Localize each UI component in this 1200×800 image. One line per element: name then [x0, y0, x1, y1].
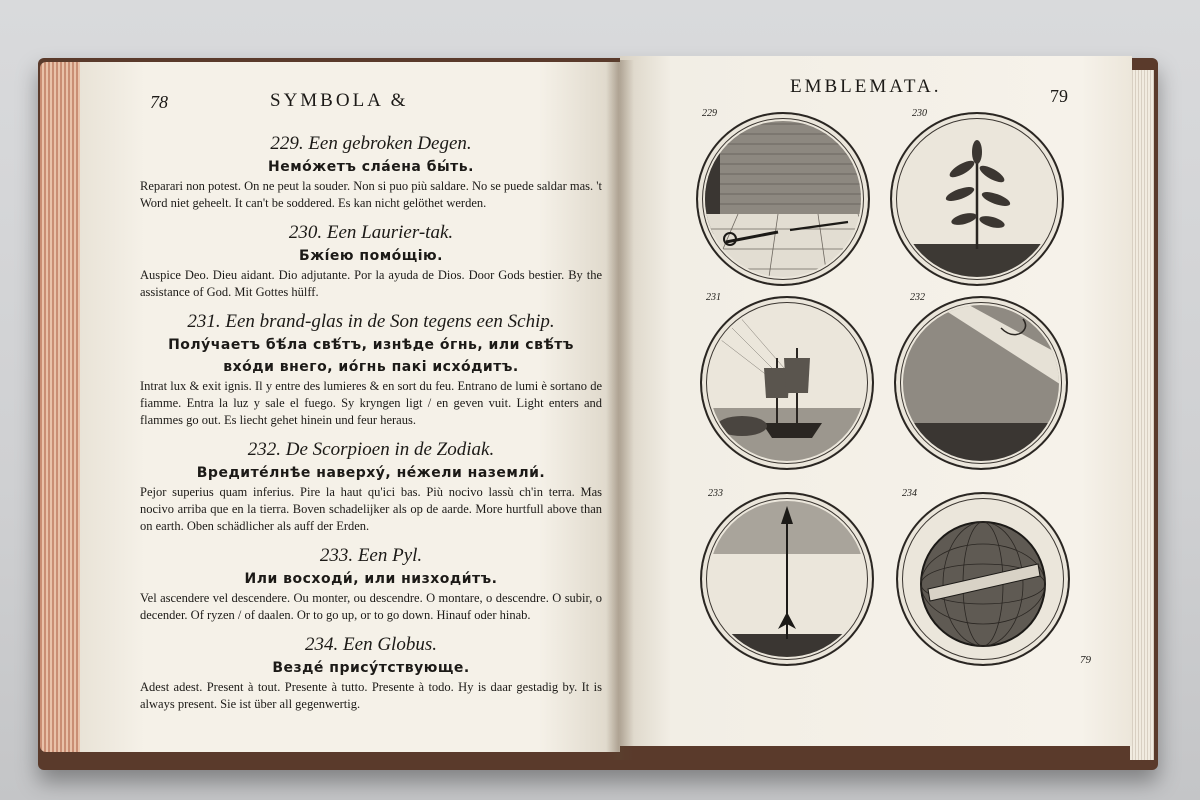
entry-slavonic: Немо́жетъ сла́ена бы́ть. — [268, 159, 474, 175]
plate-232-scorpion-zodiac — [894, 296, 1068, 470]
entry-title: 230. Een Laurier-tak. — [288, 222, 454, 243]
entry-slavonic: Бжі́ею помо́щію. — [299, 248, 443, 264]
ship-engraving — [702, 298, 872, 468]
plate-229-broken-sword — [696, 112, 870, 286]
entry-title: 232. De Scorpioen in de Zodiak. — [247, 439, 495, 460]
entry-text: Adest adest. Present à tout. Presente à tutto. Presente à todo. Hy is daar gestadig by. It is always present. Sie ist über all gegenwertig. — [140, 680, 602, 711]
entry-slavonic: Везде́ прису́тствующе. — [272, 660, 470, 676]
right-running-head: EMBLEMATA. — [790, 76, 942, 97]
entry-title: 234. Een Globus. — [305, 634, 437, 655]
plate-230-laurel-branch — [890, 112, 1064, 286]
scorpion-engraving — [896, 298, 1066, 468]
entry-text: Reparari non potest. On ne peut la souder. Non si puo più saldare. No se puede saldar mas. 't Word niet geheelt. It can't be soddered. Es kan nicht gelöthet werden. — [140, 179, 602, 210]
entry-233 — [140, 544, 602, 624]
page-edges-right — [1130, 70, 1154, 760]
right-page-number: 79 — [1050, 86, 1068, 106]
plate-number: 232 — [910, 292, 925, 303]
plate-number: 229 — [702, 108, 717, 119]
entry-slavonic: Или восходи́, или низходи́тъ. — [244, 571, 498, 587]
left-page — [80, 62, 620, 752]
plate-number: 234 — [902, 488, 917, 499]
right-page — [620, 56, 1132, 746]
entry-231 — [140, 310, 602, 429]
plate-233-arrow — [700, 492, 874, 666]
entry-title: 229. Een gebroken Degen. — [270, 133, 472, 154]
left-page-number: 78 — [150, 92, 168, 112]
plate-number: 233 — [708, 488, 723, 499]
plate-number: 230 — [912, 108, 927, 119]
emblem-entries — [140, 132, 602, 722]
book-gutter — [606, 60, 634, 760]
plate-number: 231 — [706, 292, 721, 303]
laurel-engraving — [892, 114, 1062, 284]
entry-title: 233. Een Pyl. — [319, 545, 423, 566]
page-edges-left — [40, 62, 80, 752]
entry-slavonic: Полу́чаетъ бѣ́ла свѣ́тъ, изнѣде о́гнь, или свѣ́тъ вхо́ди внего, ио́гнь пакі исхо́дитъ. — [168, 337, 574, 375]
plate-231-ship-burning-glass — [700, 296, 874, 470]
entry-text: Intrat lux & exit ignis. Il y entre des lumieres & en sort du feu. Entrano de lumi è sortano de fiamme. Entra la luz y sale el fuego. Sy kryngen ligt / en geven vuit. Light enters and flammes go out. Es liecht gehet hinein und feur heraus. — [140, 379, 602, 427]
entry-text: Vel ascendere vel descendere. Ou monter, ou descendre. O montare, o descendre. O subir, o decender. Of ryzen / of daalen. Or to go up, or to go down. Hinauf oder hinab. — [140, 591, 602, 622]
broken-sword-engraving — [698, 114, 868, 284]
entry-text: Auspice Deo. Dieu aidant. Dio adjutante. Por la ayuda de Dios. Door Gods bestier. By the assistance of God. Mit Gottes hülff. — [140, 268, 602, 299]
plate-corner-mark: 79 — [1080, 654, 1091, 666]
entry-slavonic: Вредите́лнѣе наверху́, не́жели наземли́. — [196, 465, 546, 481]
arrow-engraving — [702, 494, 872, 664]
plate-234-globe — [896, 492, 1070, 666]
entry-title: 231. Een brand-glas in de Son tegens een Schip. — [187, 311, 555, 332]
globe-engraving — [898, 494, 1068, 664]
entry-229 — [140, 132, 602, 212]
entry-230 — [140, 221, 602, 301]
entry-text: Pejor superius quam inferius. Pire la haut qu'ici bas. Più nocivo lassù ch'in terra. Mas nocivo arriba que en la tierra. Boven schadelijker als op de aarde. More hurtfull above than on earth. Oben schädlicher als auff der Erden. — [140, 485, 602, 533]
left-running-head: SYMBOLA & — [270, 90, 409, 111]
entry-232 — [140, 438, 602, 535]
entry-234 — [140, 633, 602, 713]
